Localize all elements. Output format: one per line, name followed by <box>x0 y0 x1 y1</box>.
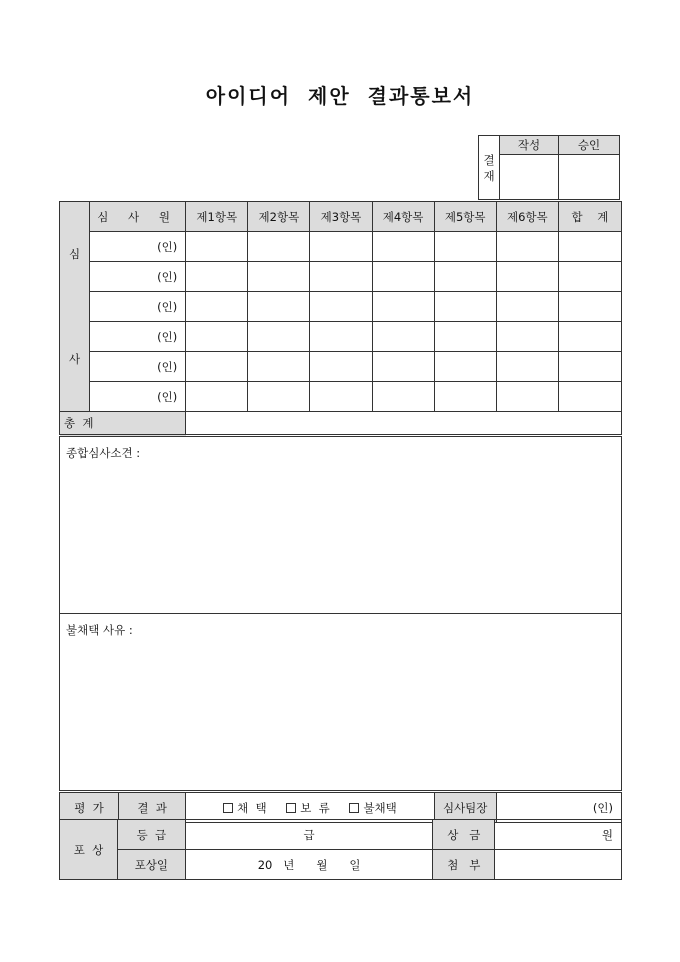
rejection-reason-label: 불채택 사유 : <box>66 623 133 637</box>
score-cell[interactable] <box>310 382 372 412</box>
attachment-label: 첨 부 <box>433 850 495 880</box>
grade-label: 등 급 <box>117 820 185 850</box>
score-cell[interactable] <box>186 382 248 412</box>
evaluation-label: 평 가 <box>60 793 119 822</box>
approval-label-bottom: 재 <box>483 168 495 183</box>
attachment-value[interactable] <box>495 850 622 880</box>
score-cell[interactable] <box>248 262 310 292</box>
title-word-3: 결과통보서 <box>367 84 475 108</box>
approval-writer-cell[interactable] <box>500 155 559 200</box>
score-cell[interactable] <box>372 382 434 412</box>
score-cell[interactable] <box>248 292 310 322</box>
approval-col-writer: 작성 <box>500 136 559 155</box>
score-cell[interactable] <box>310 352 372 382</box>
table-row <box>60 262 622 292</box>
award-date-value[interactable]: 20 년 월 일 <box>185 850 433 880</box>
team-leader-label: 심사팀장 <box>434 792 496 823</box>
checkbox-hold[interactable] <box>286 803 296 813</box>
checkbox-reject[interactable] <box>349 803 359 813</box>
score-cell[interactable] <box>186 262 248 292</box>
document-title <box>0 80 680 109</box>
header-item-6: 제6항목 <box>496 202 558 232</box>
score-cell[interactable] <box>186 352 248 382</box>
option-reject[interactable]: 불채택 <box>349 801 396 815</box>
table-row <box>60 352 622 382</box>
header-item-4: 제4항목 <box>372 202 434 232</box>
score-cell[interactable] <box>372 292 434 322</box>
score-cell[interactable] <box>186 322 248 352</box>
reviewer-stamp[interactable]: (인) <box>90 262 186 292</box>
header-item-5: 제5항목 <box>434 202 496 232</box>
sum-cell[interactable] <box>558 322 621 352</box>
score-cell[interactable] <box>496 382 558 412</box>
option-adopt[interactable]: 채 택 <box>223 801 267 815</box>
review-side-label-bottom: 사 <box>68 351 81 366</box>
score-cell[interactable] <box>186 292 248 322</box>
score-cell[interactable] <box>434 232 496 262</box>
grade-value[interactable]: 급 <box>185 820 433 850</box>
score-cell[interactable] <box>372 262 434 292</box>
overall-opinion-label: 종합심사소견 : <box>66 446 141 460</box>
review-form-table <box>59 201 622 823</box>
approval-approver-cell[interactable] <box>559 155 620 200</box>
approval-col-approver: 승인 <box>559 136 620 155</box>
reviewer-stamp[interactable]: (인) <box>90 292 186 322</box>
sum-cell[interactable] <box>558 382 621 412</box>
sum-cell[interactable] <box>558 352 621 382</box>
total-value[interactable] <box>186 412 622 436</box>
table-row <box>60 232 622 262</box>
review-side-label-top: 심 <box>68 247 81 262</box>
score-cell[interactable] <box>434 262 496 292</box>
approval-label-top: 결 <box>483 152 495 167</box>
award-date-label: 포상일 <box>117 850 185 880</box>
score-cell[interactable] <box>434 322 496 352</box>
score-cell[interactable] <box>496 352 558 382</box>
reviewer-stamp[interactable]: (인) <box>90 232 186 262</box>
overall-opinion-box[interactable] <box>60 436 622 614</box>
score-cell[interactable] <box>496 232 558 262</box>
score-cell[interactable] <box>372 322 434 352</box>
header-sum: 합 계 <box>558 202 621 232</box>
approval-label <box>479 136 500 200</box>
score-cell[interactable] <box>248 232 310 262</box>
score-cell[interactable] <box>310 292 372 322</box>
sum-cell[interactable] <box>558 262 621 292</box>
header-item-2: 제2항목 <box>248 202 310 232</box>
score-cell[interactable] <box>310 232 372 262</box>
header-item-1: 제1항목 <box>186 202 248 232</box>
total-label: 총 계 <box>60 412 186 436</box>
score-cell[interactable] <box>248 352 310 382</box>
score-cell[interactable] <box>496 292 558 322</box>
score-cell[interactable] <box>310 322 372 352</box>
result-options <box>186 792 434 823</box>
score-cell[interactable] <box>248 382 310 412</box>
sum-cell[interactable] <box>558 292 621 322</box>
score-cell[interactable] <box>496 262 558 292</box>
result-label: 결 과 <box>137 800 167 815</box>
award-label: 포 상 <box>60 820 118 880</box>
header-item-3: 제3항목 <box>310 202 372 232</box>
score-cell[interactable] <box>372 352 434 382</box>
table-row <box>60 322 622 352</box>
approval-table <box>478 135 620 200</box>
option-hold[interactable]: 보 류 <box>286 801 330 815</box>
team-leader-stamp[interactable]: (인) <box>496 792 621 823</box>
review-side-label <box>60 202 90 412</box>
score-cell[interactable] <box>434 382 496 412</box>
score-cell[interactable] <box>496 322 558 352</box>
score-cell[interactable] <box>372 232 434 262</box>
reviewer-stamp[interactable]: (인) <box>90 382 186 412</box>
header-reviewer: 심 사 원 <box>90 202 186 232</box>
score-cell[interactable] <box>248 322 310 352</box>
table-row <box>60 292 622 322</box>
table-row <box>60 382 622 412</box>
reviewer-stamp[interactable]: (인) <box>90 322 186 352</box>
award-table <box>59 819 622 880</box>
checkbox-adopt[interactable] <box>223 803 233 813</box>
score-cell[interactable] <box>434 292 496 322</box>
score-cell[interactable] <box>310 262 372 292</box>
title-word-2: 제안 <box>308 84 351 108</box>
score-cell[interactable] <box>186 232 248 262</box>
title-word-1: 아이디어 <box>205 84 292 108</box>
score-cell[interactable] <box>434 352 496 382</box>
evaluation-row-label <box>60 792 186 823</box>
sum-cell[interactable] <box>558 232 621 262</box>
prize-value[interactable]: 원 <box>495 820 622 850</box>
prize-label: 상 금 <box>433 820 495 850</box>
rejection-reason-box[interactable] <box>60 614 622 792</box>
reviewer-stamp[interactable]: (인) <box>90 352 186 382</box>
